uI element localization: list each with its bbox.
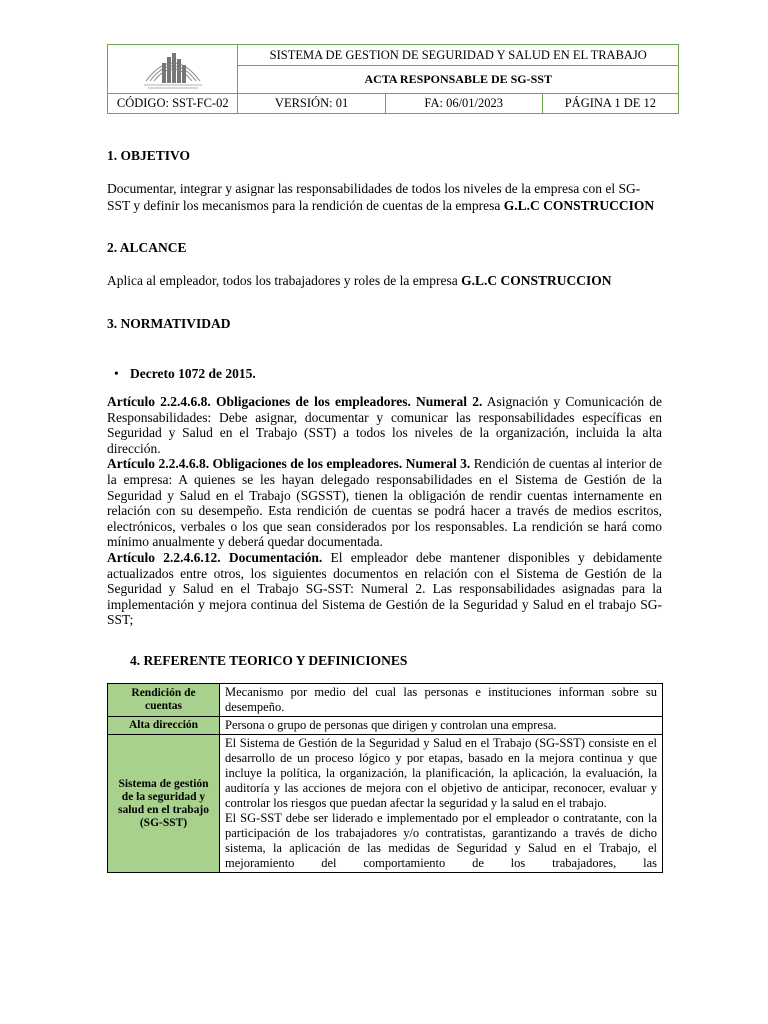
articulo-2-text: Rendición de cuentas al interior de la empresa: A quienes se les hayan delegado responsabilidades en el Sistema de Gestión de la Seguridad y Salud en el Trabajo (SGSST), tienen la obligación de rendir cuentas internamente en relación con su desempeño. Esta rendición de cuentas se podrá hacer a través de medios escritos, electrónicos, verbales o los que sean considerados por los responsables. La rendición se hará como mínimo anualmente y deberá quedar documentada. [107,456,662,550]
table-row [108,684,663,717]
system-title: SISTEMA DE GESTION DE SEGURIDAD Y SALUD EN EL TRABAJO [238,45,679,66]
alcance-company: G.L.C CONSTRUCCION [461,273,612,288]
document-code: CÓDIGO: SST-FC-02 [108,94,238,114]
document-date: FA: 06/01/2023 [385,94,542,114]
definition-paragraph-1: El Sistema de Gestión de la Seguridad y Salud en el Trabajo (SG-SST) consiste en el desarrollo de un proceso lógico y por etapas, basado en la mejora continua y que incluye la política, la organización, la planificación, la aplicación, la evaluación, la auditoría y las acciones de mejora con el objetivo de anticipar, reconocer, evaluar y controlar los riesgos que puedan afectar la seguridad y la salud en el trabajo. [225,736,657,810]
section-heading-referente: 4. REFERENTE TEORICO Y DEFINICIONES [130,653,408,668]
section-heading-alcance: 2. ALCANCE [107,240,187,255]
definition-cell [220,735,663,873]
page-number: PÁGINA 1 DE 12 [542,94,678,114]
section-heading-objetivo: 1. OBJETIVO [107,148,190,163]
definitions-table [107,683,663,873]
articulos-paragraph [107,394,662,628]
articulo-2-title: Artículo 2.2.4.6.8. Obligaciones de los empleadores. Numeral 3. [107,456,471,472]
alcance-text: Aplica al empleador, todos los trabajadores y roles de la empresa [107,273,462,288]
document-title: ACTA RESPONSABLE DE SG-SST [238,66,679,94]
objetivo-text: Documentar, integrar y asignar las responsabilidades de todos los niveles de la empresa con el SG-SST y definir los mecanismos para la rendición de cuentas de la empresa [107,181,641,213]
articulo-3-text: El empleador debe mantener disponibles y debidamente actualizados entre otros, los siguientes documentos en relación con el Sistema de Gestión de la Seguridad y Salud en el Trabajo SG-SST: Numeral 2. Las responsabilidades asignadas para la implementación y mejora continua del Sistema de Gestión de la Seguridad y Salud en el trabajo SG-SST; [107,549,662,628]
articulo-3 [107,550,662,628]
objetivo-paragraph [107,180,662,214]
articulo-3-title: Artículo 2.2.4.6.12. Documentación. [107,549,323,565]
table-row [108,717,663,735]
articulo-1 [107,394,662,456]
document-header [107,44,679,114]
term-cell: Alta dirección [108,717,220,735]
definition-paragraph-2: El SG-SST debe ser liderado e implementado por el empleador o contratante, con la participación de los trabajadores y/o contratistas, garantizando a través de dicho sistema, la aplicación de las medidas de Seguridad y Salud en el Trabajo, el mejoramiento del comportamiento de los trabajadores, las [225,811,657,870]
objetivo-company: G.L.C CONSTRUCCION [503,198,655,213]
term-cell: Rendición de cuentas [108,684,220,717]
definition-cell: Persona o grupo de personas que dirigen y controlan una empresa. [220,717,663,735]
alcance-paragraph [107,272,662,289]
section-heading-normatividad: 3. NORMATIVIDAD [107,316,231,331]
articulo-2 [107,456,662,550]
table-row [108,735,663,873]
term-cell: Sistema de gestión de la seguridad y salud en el trabajo (SG-SST) [108,735,220,873]
articulo-1-text: Asignación y Comunicación de Responsabilidades: Debe asignar, documentar y comunicar las responsabilidades específicas en Seguridad y Salud en el Trabajo (SST) a todos los niveles de la organización, incluida la alta dirección. [107,394,662,456]
decreto-bullet: • Decreto 1072 de 2015. [130,366,256,382]
definition-cell: Mecanismo por medio del cual las personas e instituciones informan sobre su desempeño. [220,684,663,717]
logo-cell [108,45,238,94]
company-logo-icon [138,49,208,91]
articulo-1-title: Artículo 2.2.4.6.8. Obligaciones de los empleadores. Numeral 2. [107,394,483,409]
document-version: VERSIÓN: 01 [238,94,385,114]
